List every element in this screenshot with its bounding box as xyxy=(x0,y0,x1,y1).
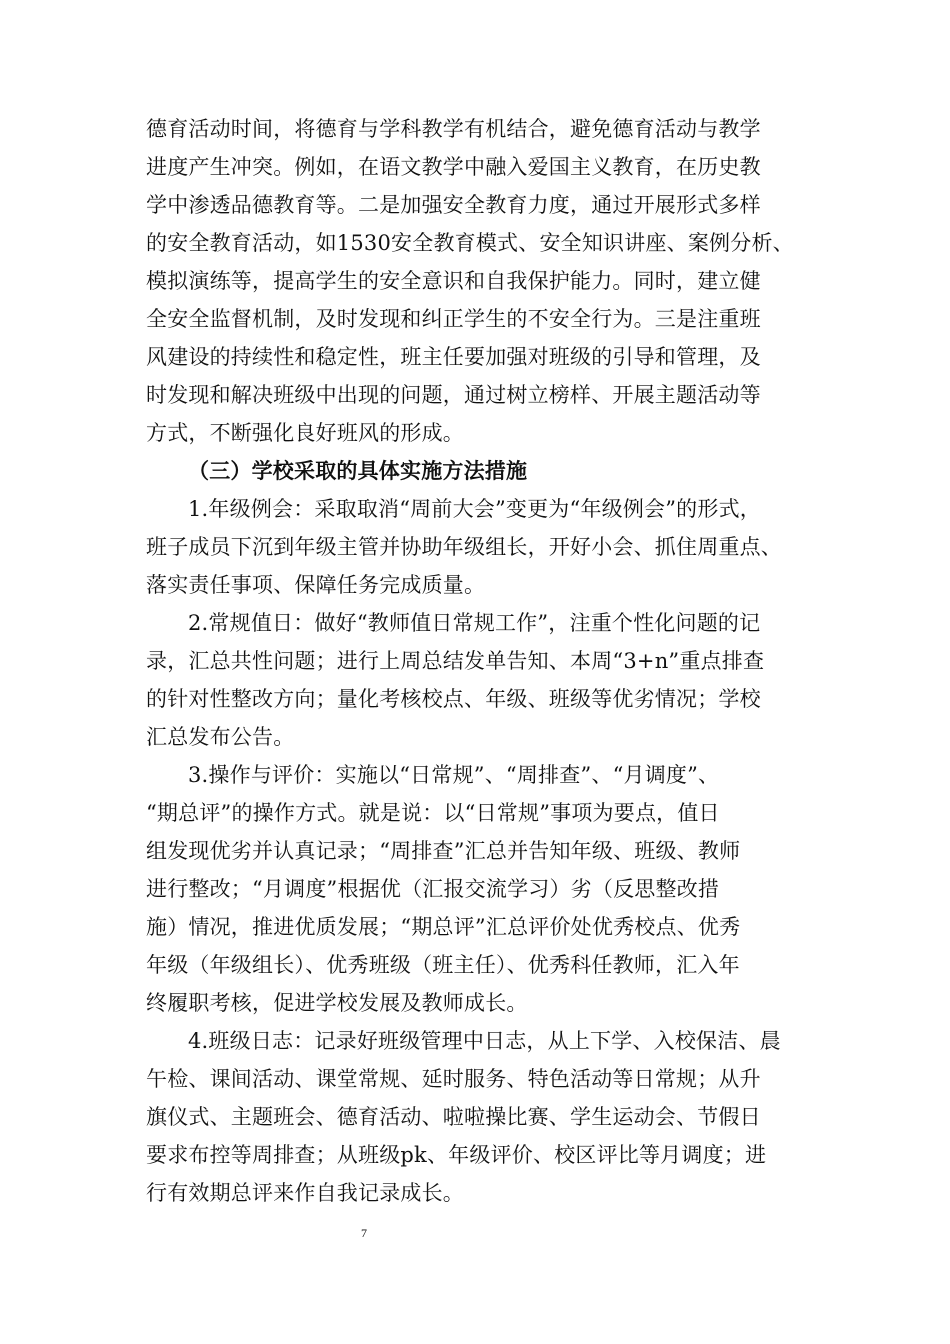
section-heading: （三）学校采取的具体实施方法措施 xyxy=(188,458,528,483)
text-line: 学中渗透品德教育等。二是加强安全教育力度，通过开展形式多样 xyxy=(146,193,761,217)
text-line: 年级（年级组长）、优秀班级（班主任）、优秀科任教师，汇入年 xyxy=(146,953,740,977)
text-line: 行有效期总评来作自我记录成长。 xyxy=(146,1181,464,1205)
text-line: 午检、课间活动、课堂常规、延时服务、特色活动等日常规；从升 xyxy=(146,1067,761,1091)
text-line: 落实责任事项、保障任务完成质量。 xyxy=(146,573,486,597)
page-number: 7 xyxy=(361,1226,367,1240)
text-line: 施）情况，推进优质发展；“期总评”汇总评价处优秀校点、优秀 xyxy=(146,915,741,939)
text-line: 班子成员下沉到年级主管并协助年级组长，开好小会、抓住周重点、 xyxy=(146,535,782,559)
text-line: 组发现优劣并认真记录；“周排查”汇总并告知年级、班级、教师 xyxy=(146,839,741,863)
text-line: 旗仪式、主题班会、德育活动、啦啦操比赛、学生运动会、节假日 xyxy=(146,1105,761,1129)
text-line: 3.操作与评价：实施以“日常规”、“周排查”、“月调度”、 xyxy=(188,763,720,787)
text-line: 进行整改；“月调度”根据优（汇报交流学习）劣（反思整改措 xyxy=(146,877,720,901)
text-line: 4.班级日志：记录好班级管理中日志，从上下学、入校保洁、晨 xyxy=(188,1029,781,1053)
text-line: 全安全监督机制，及时发现和纠正学生的不安全行为。三是注重班 xyxy=(146,307,761,331)
text-line: 1.年级例会：采取取消“周前大会”变更为“年级例会”的形式， xyxy=(188,497,761,521)
text-line: 进度产生冲突。例如，在语文教学中融入爱国主义教育，在历史教 xyxy=(146,155,761,179)
text-line: 的针对性整改方向；量化考核校点、年级、班级等优劣情况；学校 xyxy=(146,687,761,711)
text-line: 风建设的持续性和稳定性，班主任要加强对班级的引导和管理，及 xyxy=(146,345,761,369)
text-line: “期总评”的操作方式。就是说：以“日常规”事项为要点，值日 xyxy=(146,801,720,825)
text-line: 要求布控等周排查；从班级pk、年级评价、校区评比等月调度；进 xyxy=(146,1143,767,1167)
text-line: 德育活动时间，将德育与学科教学有机结合，避免德育活动与教学 xyxy=(146,117,761,141)
body-text xyxy=(146,110,806,1212)
text-line: 方式，不断强化良好班风的形成。 xyxy=(146,421,464,445)
text-line: 模拟演练等，提高学生的安全意识和自我保护能力。同时，建立健 xyxy=(146,269,761,293)
text-line: 汇总发布公告。 xyxy=(146,725,295,749)
text-line: 终履职考核，促进学校发展及教师成长。 xyxy=(146,991,528,1015)
text-line: 录，汇总共性问题；进行上周总结发单告知、本周“3+n”重点排查 xyxy=(146,649,765,673)
text-line: 2.常规值日：做好“教师值日常规工作”，注重个性化问题的记 xyxy=(188,611,761,635)
text-line: 时发现和解决班级中出现的问题，通过树立榜样、开展主题活动等 xyxy=(146,383,761,407)
text-line: 的安全教育活动，如1530安全教育模式、安全知识讲座、案例分析、 xyxy=(146,231,794,255)
